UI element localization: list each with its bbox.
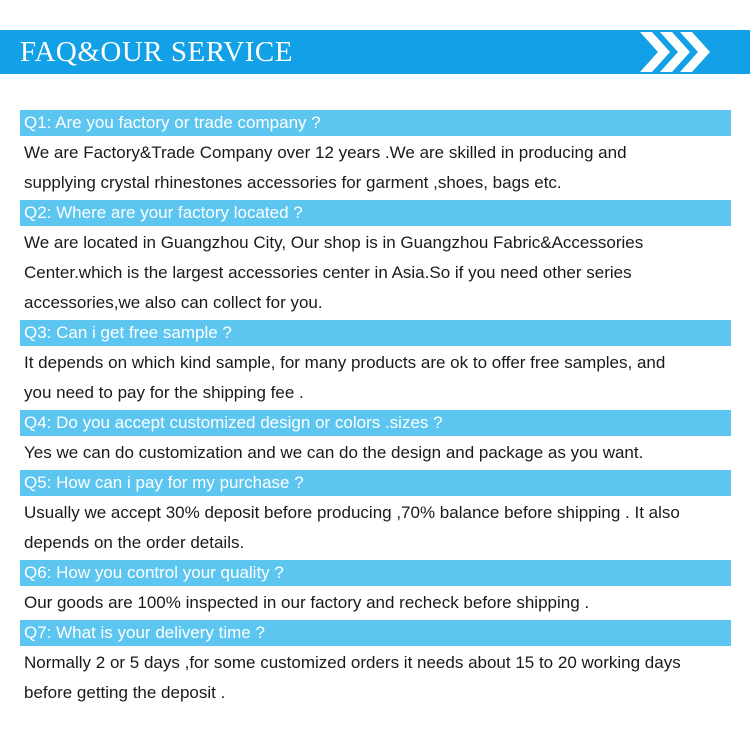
answer-line: Center.which is the largest accessories center in Asia.So if you need other series: [24, 263, 632, 282]
faq-answer-6: [20, 588, 731, 618]
answer-line: Usually we accept 30% deposit before producing ,70% balance before shipping . It also: [24, 503, 680, 522]
faq-answer-4: [20, 438, 731, 468]
answer-line: Our goods are 100% inspected in our factory and recheck before shipping .: [24, 593, 590, 612]
answer-line: We are located in Guangzhou City, Our shop is in Guangzhou Fabric&Accessories: [24, 233, 644, 252]
answer-line: depends on the order details.: [24, 533, 245, 552]
answer-line: accessories,we also can collect for you.: [24, 293, 323, 312]
faq-answer-3: [20, 348, 731, 408]
answer-line: It depends on which kind sample, for many products are ok to offer free samples, and: [24, 353, 666, 372]
faq-answer-7: [20, 648, 731, 708]
faq-question-2: Q2: Where are your factory located ?: [20, 200, 731, 226]
header-banner: [0, 30, 750, 74]
answer-line: We are Factory&Trade Company over 12 years .We are skilled in producing and: [24, 143, 627, 162]
page-title: FAQ&OUR SERVICE: [20, 36, 293, 68]
faq-list: [20, 110, 731, 710]
faq-question-4: Q4: Do you accept customized design or colors .sizes ?: [20, 410, 731, 436]
faq-question-5: Q5: How can i pay for my purchase ?: [20, 470, 731, 496]
faq-question-7: Q7: What is your delivery time ?: [20, 620, 731, 646]
answer-line: before getting the deposit .: [24, 683, 226, 702]
answer-line: you need to pay for the shipping fee .: [24, 383, 304, 402]
answer-line: Yes we can do customization and we can do the design and package as you want.: [24, 443, 644, 462]
faq-answer-1: [20, 138, 731, 198]
faq-question-6: Q6: How you control your quality ?: [20, 560, 731, 586]
triple-chevron-right-icon: [636, 30, 716, 74]
faq-answer-2: [20, 228, 731, 318]
faq-answer-5: [20, 498, 731, 558]
answer-line: supplying crystal rhinestones accessories for garment ,shoes, bags etc.: [24, 173, 562, 192]
faq-question-3: Q3: Can i get free sample ?: [20, 320, 731, 346]
faq-question-1: Q1: Are you factory or trade company ?: [20, 110, 731, 136]
answer-line: Normally 2 or 5 days ,for some customized orders it needs about 15 to 20 working days: [24, 653, 681, 672]
